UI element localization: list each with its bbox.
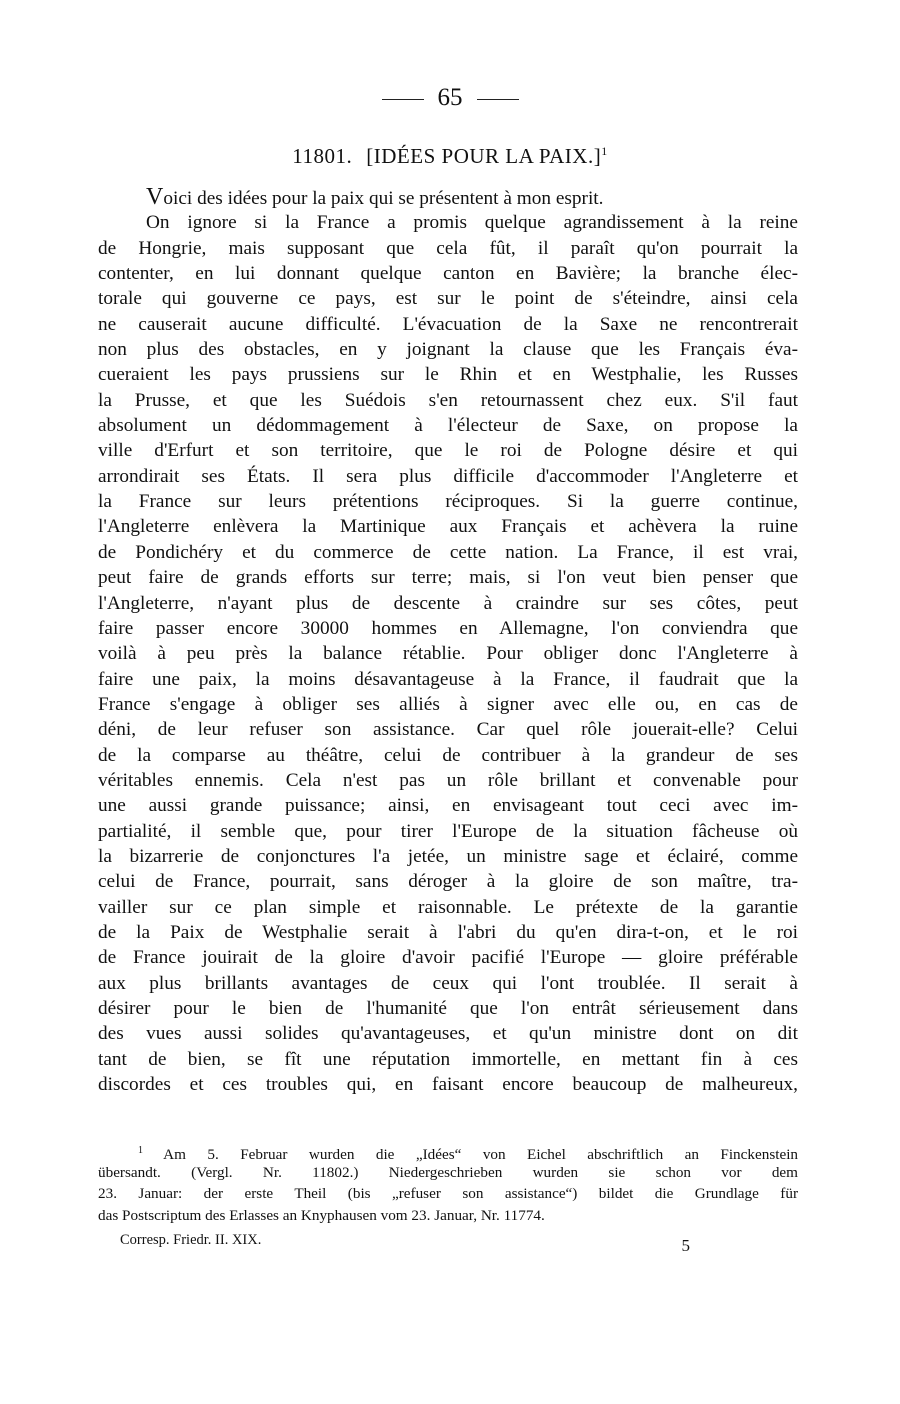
footnote-line: das Postscriptum des Erlasses an Knyphausen vom 23. Januar, Nr. 11774. [98,1206,545,1224]
body-text [98,185,798,1097]
page-number-text: 65 [437,84,463,111]
body-line: véritables ennemis. Cela n'est pas un rôle brillant et convenable pour [98,769,798,791]
body-line: la Prusse, et que les Suédois s'en retournassent chez eux. S'il faut [98,389,798,411]
body-line: ville d'Erfurt et son territoire, que le roi de Pologne désire et qui [98,440,798,462]
body-line: l'Angleterre, n'ayant plus de descente à craindre sur ses côtes, peut [98,592,798,614]
body-line: déni, de leur refuser son assistance. Car quel rôle jouerait-elle? Celui [98,719,798,741]
footnote-line: übersandt. (Vergl. Nr. 11802.) Niedergeschrieben wurden sie schon vor dem [98,1163,798,1181]
footnotes [98,1140,798,1226]
footnote-line: 23. Januar: der erste Theil (bis „refuser son assistance“) bildet die Grundlage für [98,1185,798,1202]
body-line: On ignore si la France a promis quelque agrandissement à la reine [146,212,798,234]
body-line: la France sur leurs prétentions réciproques. Si la guerre continue, [98,491,798,513]
body-line: torale qui gouverne ce pays, est sur le point de s'éteindre, ainsi cela [98,288,798,310]
body-line: faire passer encore 30000 hommes en Allemagne, l'on conviendra que [98,617,798,639]
body-line: de la comparse au théâtre, celui de contribuer à la grandeur de ses [98,744,798,766]
body-line: voilà à peu près la balance rétablie. Pour obliger donc l'Angleterre à [98,643,798,665]
document-number: 11801. [292,144,353,168]
body-line: vailler sur ce plan simple et raisonnable. Le prétexte de la garantie [98,896,798,918]
body-line: de France jouirait de la gloire d'avoir pacifié l'Europe — gloire préférable [98,947,798,969]
footnote-text: Am 5. Februar wurden die „Idées“ von Eichel abschriftlich an Finckenstein [163,1146,799,1164]
document-title: [IDÉES POUR LA PAIX.] [366,144,602,168]
body-line: absolument un dédommagement à l'électeur de Saxe, on propose la [98,415,798,437]
signature-number: 5 [681,1236,690,1255]
body-line: des vues aussi solides qu'avantageuses, et qu'un ministre dont on dit [98,1023,798,1045]
body-line: contenter, en lui donnant quelque canton en Bavière; la branche élec- [98,263,798,285]
body-line: de la Paix de Westphalie serait à l'abri du qu'en dira-t-on, et le roi [98,921,798,943]
body-line: ne causerait aucune difficulté. L'évacuation de la Saxe ne rencontrerait [98,313,798,335]
drop-initial: V [146,184,164,210]
body-line: partialité, il semble que, pour tirer l'Europe de la situation fâcheuse où [98,820,798,842]
body-line: discordes et ces troubles qui, en faisant encore beaucoup de malheureux, [98,1074,798,1096]
body-line: l'Angleterre enlèvera la Martinique aux Français et achèvera la ruine [98,516,798,538]
page-number [0,84,900,112]
body-line: aux plus brillants avantages de ceux qui l'ont troublée. Il serait à [98,972,798,994]
body-line-first [98,185,798,210]
body-line: celui de France, pourrait, sans déroger à la gloire de son maître, tra- [98,871,798,893]
title-footnote-mark: 1 [601,144,608,158]
section-heading [0,144,900,169]
folio-dash-left [382,99,424,100]
body-line: une aussi grande puissance; ainsi, en envisageant tout ceci avec im- [98,795,798,817]
body-line: faire une paix, la moins désavantageuse à la France, il faudrait que la [98,668,798,690]
footnote-mark: 1 [138,1145,164,1156]
body-line: de Pondichéry et du commerce de cette nation. La France, il est vrai, [98,541,798,563]
signature-mark: Corresp. Friedr. II. XIX. [120,1232,262,1248]
footnote-line [98,1140,798,1162]
body-line: non plus des obstacles, en y joignant la clause que les Français éva- [98,339,798,361]
body-line: peut faire de grands efforts sur terre; mais, si l'on veut bien penser que [98,567,798,589]
first-line-text: oici des idées pour la paix qui se présentent à mon esprit. [163,188,604,209]
body-line: France s'engage à obliger ses alliés à signer avec elle ou, en cas de [98,693,798,715]
body-line: désirer pour le bien de l'humanité que l'on entrât sérieusement dans [98,998,798,1019]
body-line: arrondirait ses États. Il sera plus difficile d'accommoder l'Angleterre et [98,465,798,487]
folio-dash-right [477,99,519,100]
body-line: tant de bien, se fît une réputation immortelle, en mettant fin à ces [98,1048,798,1070]
body-line: cueraient les pays prussiens sur le Rhin et en Westphalie, les Russes [98,364,798,386]
body-line: de Hongrie, mais supposant que cela fût, il paraît qu'on pourrait la [98,237,798,259]
body-line: la bizarrerie de conjonctures l'a jetée, un ministre sage et éclairé, comme [98,845,798,867]
